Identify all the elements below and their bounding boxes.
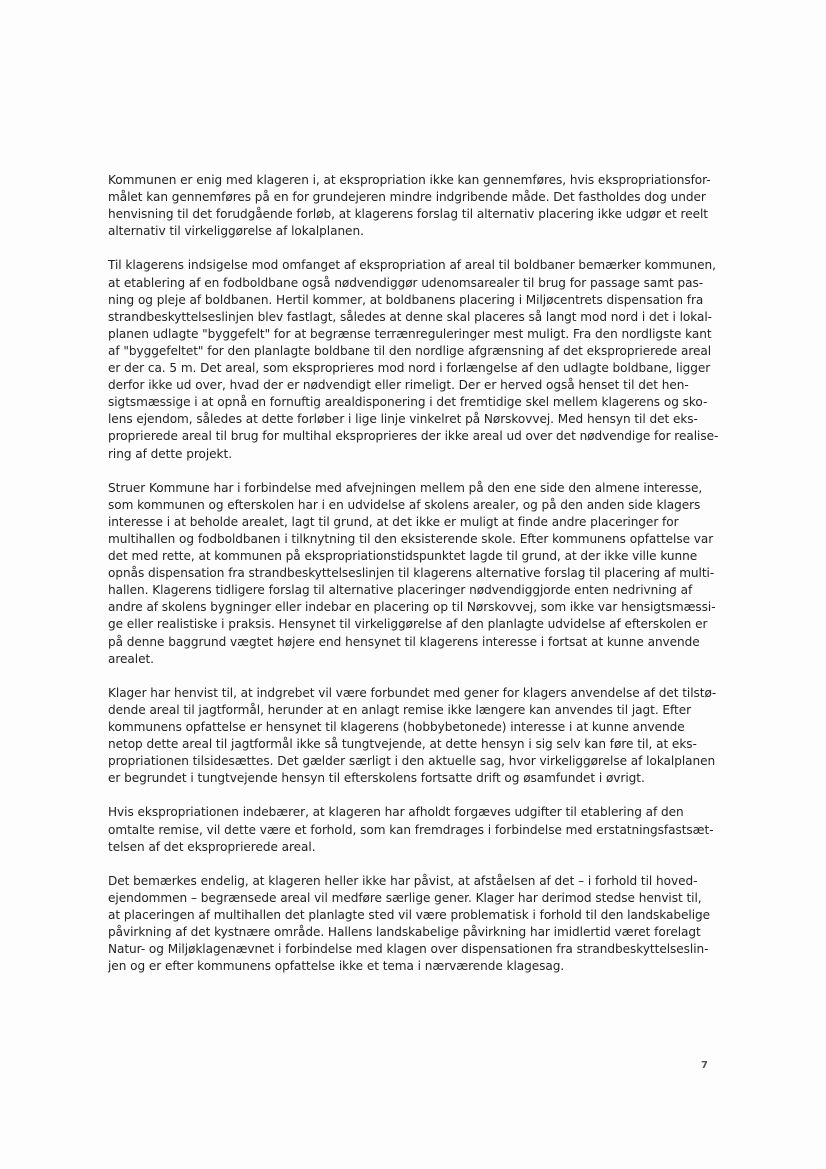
text-line: omtalte remise, vil dette være et forhold, som kan fremdrages i forbindelse med erstatningsfastsæt- (108, 822, 714, 837)
paragraph (108, 685, 717, 788)
text-line: proprierede areal til brug for multihal eksproprieres der ikke areal ud over det nødvendige for realise- (108, 429, 719, 444)
text-line: ning og pleje af boldbanen. Hertil kommer, at boldbanens placering i Miljøcentrets dispensation fra (108, 292, 704, 307)
text-line: ring af dette projekt. (108, 446, 232, 461)
text-line: dende areal til jagtformål, herunder at en anlagt remise ikke længere kan anvendes til jagt. Efter (108, 702, 692, 717)
text-line: interesse i at beholde arealet, lagt til grund, at det ikke er muligt at finde andre placeringer for (108, 514, 679, 529)
page-number: 7 (701, 1060, 708, 1071)
text-line: målet kan gennemføres på en for grundejeren mindre indgribende måde. Det fastholdes dog under (108, 190, 706, 205)
text-line: at placeringen af multihallen det planlagte sted vil være problematisk i forhold til den landskabelige (108, 908, 711, 923)
paragraph (108, 804, 714, 855)
text-line: propriationen tilsidesættes. Det gælder særligt i den aktuelle sag, hvor virkeliggørelse af lokalplanen (108, 754, 716, 769)
text-line: andre af skolens bygninger eller indebar en placering op til Nørskovvej, som ikke var hensigtsmæssi- (108, 600, 716, 615)
text-line: kommunens opfattelse er hensynet til klagerens (hobbybetonede) interesse i at kunne anvende (108, 720, 685, 734)
paragraph (108, 480, 716, 668)
text-line: Natur- og Miljøklagenævnet i forbindelse med klagen over dispensationen fra strandbeskyttelseslin- (108, 942, 709, 957)
text-line: henvisning til det forudgående forløb, at klagerens forslag til alternativ placering ikke udgør et reelt (108, 207, 708, 222)
text-line: arealet. (108, 651, 154, 666)
text-line: derfor ikke ud over, hvad der er nødvendigt eller rimeligt. Der er herved også henset til det hen- (108, 378, 689, 393)
text-line: af "byggefeltet" for den planlagte boldbane til den nordlige afgrænsning af det eksproprierede areal (108, 343, 712, 358)
paragraph (108, 873, 711, 976)
text-line: telsen af det eksproprierede areal. (108, 839, 316, 854)
text-line: at etablering af en fodboldbane også nødvendiggør udenomsarealer til brug for passage samt pas- (108, 275, 704, 290)
text-line: jen og er efter kommunens opfattelse ikke et tema i nærværende klagesag. (108, 959, 565, 974)
paragraph (108, 172, 711, 240)
text-line: netop dette areal til jagtformål ikke så tungtvejende, at dette hensyn i sig selv kan føre til, at eks- (108, 737, 697, 752)
text-line: som kommunen og efterskolen har i en udvidelse af skolens arealer, og på den anden side klagers (108, 497, 701, 512)
text-line: Det bemærkes endelig, at klageren heller ikke har påvist, at afståelsen af det – i forhold til hoved- (108, 873, 698, 888)
text-line: multihallen og fodboldbanen i tilknytning til den eksisterende skole. Efter kommunens opfattelse var (108, 531, 714, 546)
text-line: strandbeskyttelseslinjen blev fastlagt, således at denne skal placeres så langt mod nord i det i lokal- (108, 309, 712, 324)
text-line: er der ca. 5 m. Det areal, som eksproprieres mod nord i forlængelse af den udlagte boldbane, ligger (108, 361, 711, 376)
text-line: Struer Kommune har i forbindelse med afvejningen mellem på den ene side den almene interesse, (108, 480, 703, 495)
text-line: ge eller realistiske i praksis. Hensynet til virkeliggørelse af den planlagte udvidelse af efterskolen er (108, 617, 708, 632)
text-line: planen udlagte "byggefelt" for at begrænse terrænreguleringer mest muligt. Fra den nordligste kant (108, 326, 712, 341)
text-line: alternativ til virkeliggørelse af lokalplanen. (108, 224, 364, 239)
text-line: er begrundet i tungtvejende hensyn til efterskolens fortsatte drift og øsamfundet i øvrigt. (108, 771, 645, 786)
text-line: hallen. Klagerens tidligere forslag til alternative placeringer nødvendiggjorde enten nedrivning af (108, 583, 693, 598)
text-line: Kommunen er enig med klageren i, at ekspropriation ikke kan gennemføres, hvis ekspropriationsfor- (108, 173, 711, 187)
text-line: opnås dispensation fra strandbeskyttelseslinjen til klagerens alternative forslag til placering af multi- (108, 566, 715, 581)
text-line: lens ejendom, således at dette forløber i lige linje vinkelret på Nørskovvej. Med hensyn til det eks- (108, 412, 698, 427)
text-line: Til klagerens indsigelse mod omfanget af ekspropriation af areal til boldbaner bemærker kommunen, (108, 258, 716, 273)
text-line: det med rette, at kommunen på ekspropriationstidspunktet lagde til grund, at der ikke ville kunne (108, 549, 698, 564)
paragraph (108, 257, 719, 462)
text-line: påvirkning af det kystnære område. Hallens landskabelige påvirkning har imidlertid været forelagt (108, 925, 701, 940)
text-line: Hvis ekspropriationen indebærer, at klageren har afholdt forgæves udgifter til etablering af den (108, 805, 684, 820)
text-line: på denne baggrund vægtet højere end hensynet til klagerens interesse i fortsat at kunne anvende (108, 634, 700, 649)
body-text (108, 172, 719, 993)
text-line: sigtsmæssige i at opnå en fornuftig arealdisponering i det fremtidige skel mellem klagerens og sko- (108, 395, 708, 410)
text-line: ejendommen – begrænsede areal vil medføre særlige gener. Klager har derimod stedse henvist til, (108, 890, 702, 905)
text-line: Klager har henvist til, at indgrebet vil være forbundet med gener for klagers anvendelse af det tilstø- (108, 685, 717, 700)
